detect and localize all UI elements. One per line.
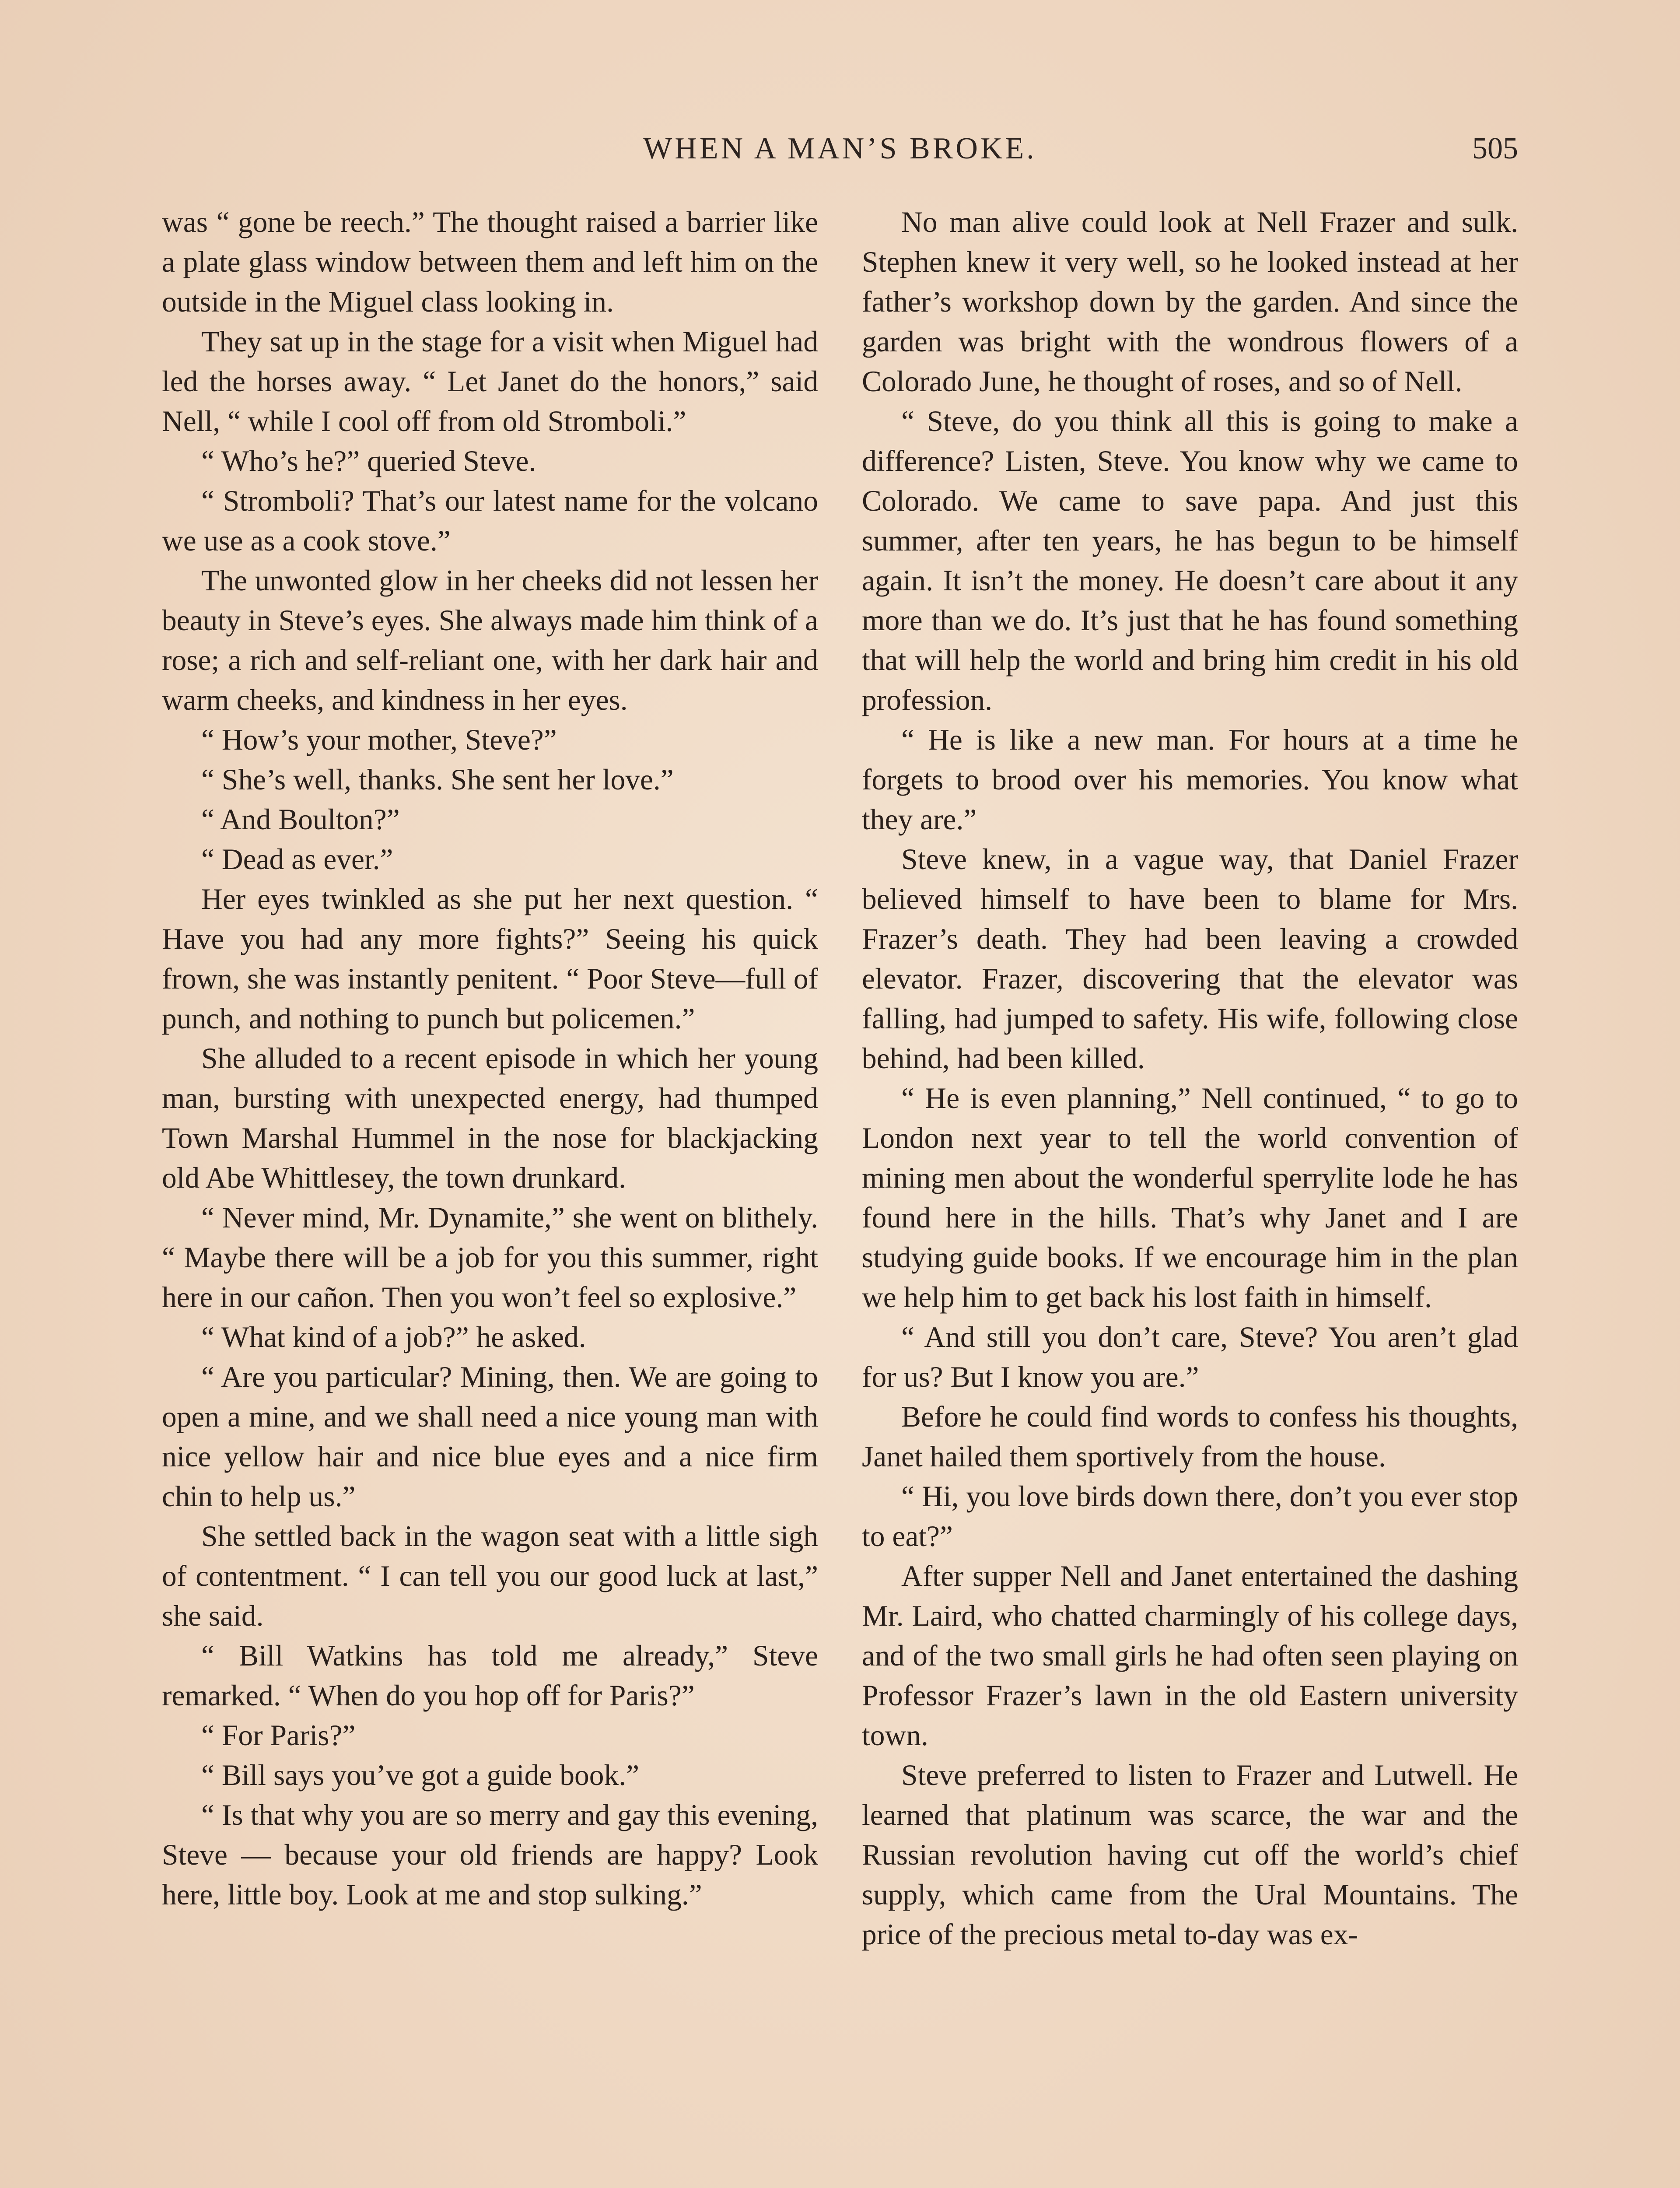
- paragraph: No man alive could look at Nell Frazer and sulk. Stephen knew it very well, so he looked instead at her father’s workshop down by the garden. And since the garden was bright with the wondrous flowers of a Colorado June, he thought of roses, and so of Nell.: [862, 206, 1518, 398]
- paragraph: was “ gone be reech.” The thought raised a barrier like a plate glass window between them and left him on the outside in the Miguel class looking in.: [162, 206, 818, 318]
- paragraph: “ Steve, do you think all this is going to make a difference? Listen, Steve. You know why we came to Colorado. We came to save papa. And just this summer, after ten years, he has begun to be himself again. It isn’t the money. He doesn’t care about it any more than we do. It’s just that he has found something that will help the world and bring him credit in his old profession.: [862, 405, 1518, 716]
- page-number: 505: [1472, 132, 1518, 165]
- paragraph: “ Stromboli? That’s our latest name for the volcano we use as a cook stove.”: [162, 484, 818, 557]
- paragraph: “ And Boulton?”: [201, 803, 400, 836]
- right-column: [862, 202, 1518, 2188]
- paragraph: They sat up in the stage for a visit when Miguel had led the horses away. “ Let Janet do the honors,” said Nell, “ while I cool off from old Stromboli.”: [162, 325, 818, 438]
- paragraph: “ Dead as ever.”: [201, 843, 393, 876]
- paragraph: “ Who’s he?” queried Steve.: [201, 445, 536, 477]
- paragraph: Steve preferred to listen to Frazer and Lutwell. He learned that platinum was scarce, the war and the Russian revolution having cut off the world’s chief supply, which came from the Ural Mountains. The price of the precious metal to-day was ex-: [862, 1759, 1518, 1951]
- text-columns: [162, 202, 1518, 2188]
- paragraph: “ Hi, you love birds down there, don’t you ever stop to eat?”: [862, 1480, 1518, 1553]
- paragraph: “ For Paris?”: [201, 1719, 356, 1752]
- paragraph: “ He is like a new man. For hours at a time he forgets to brood over his memories. You know what they are.”: [862, 723, 1518, 836]
- paragraph: “ Is that why you are so merry and gay this evening, Steve — because your old friends are happy? Look here, little boy. Look at me and stop sulking.”: [162, 1799, 818, 1911]
- page-header: [162, 131, 1518, 184]
- paragraph: Steve knew, in a vague way, that Daniel Frazer believed himself to have been to blame for Mrs. Frazer’s death. They had been leaving a crowded elevator. Frazer, discovering that the elevator was falling, had jumped to safety. His wife, following close behind, had been killed.: [862, 843, 1518, 1075]
- paragraph: “ Never mind, Mr. Dynamite,” she went on blithely. “ Maybe there will be a job for you this summer, right here in our cañon. Then you won’t feel so explosive.”: [162, 1201, 818, 1314]
- paragraph: Before he could find words to confess his thoughts, Janet hailed them sportively from the house.: [862, 1400, 1518, 1473]
- paragraph: The unwonted glow in her cheeks did not lessen her beauty in Steve’s eyes. She always made him think of a rose; a rich and self-reliant one, with her dark hair and warm cheeks, and kindness in her eyes.: [162, 564, 818, 716]
- running-head: WHEN A MAN’S BROKE.: [643, 132, 1037, 165]
- paragraph: She settled back in the wagon seat with a little sigh of contentment. “ I can tell you our good luck at last,” she said.: [162, 1520, 818, 1632]
- paragraph: “ Bill Watkins has told me already,” Steve remarked. “ When do you hop off for Paris?”: [162, 1639, 818, 1712]
- paragraph: Her eyes twinkled as she put her next question. “ Have you had any more fights?” Seeing his quick frown, she was instantly penitent. “ Poor Steve—full of punch, and nothing to punch but policemen.”: [162, 883, 818, 1035]
- paragraph: “ What kind of a job?” he asked.: [201, 1321, 586, 1353]
- paragraph: She alluded to a recent episode in which her young man, bursting with unexpected energy, had thumped Town Marshal Hummel in the nose for blackjacking old Abe Whittlesey, the town drunkard.: [162, 1042, 818, 1194]
- paragraph: “ She’s well, thanks. She sent her love.”: [201, 763, 674, 796]
- paragraph: “ Are you particular? Mining, then. We are going to open a mine, and we shall need a nice young man with nice yellow hair and nice blue eyes and a nice firm chin to help us.”: [162, 1360, 818, 1513]
- paragraph: “ And still you don’t care, Steve? You aren’t glad for us? But I know you are.”: [862, 1321, 1518, 1393]
- paragraph: “ How’s your mother, Steve?”: [201, 723, 557, 756]
- paragraph: After supper Nell and Janet entertained the dashing Mr. Laird, who chatted charmingly of his college days, and of the two small girls he had often seen playing on Professor Frazer’s lawn in the old Eastern university town.: [862, 1560, 1518, 1752]
- paragraph: “ He is even planning,” Nell continued, “ to go to London next year to tell the world convention of mining men about the wonderful sperrylite lode he has found here in the hills. That’s why Janet and I are studying guide books. If we encourage him in the plan we help him to get back his lost faith in himself.: [862, 1082, 1518, 1314]
- paragraph: “ Bill says you’ve got a guide book.”: [201, 1759, 640, 1792]
- left-column: [162, 202, 818, 2188]
